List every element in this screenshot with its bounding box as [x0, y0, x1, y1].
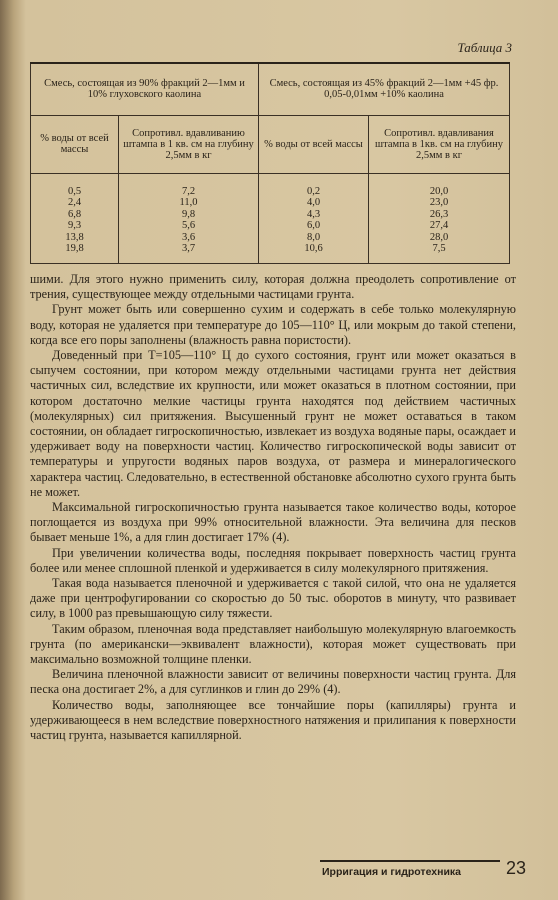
paragraph: шими. Для этого нужно применить силу, которая должна преодолеть сопротивление от трения, существующее между отдельными частицами грунта.: [30, 272, 516, 302]
body-text: [30, 272, 516, 743]
paragraph: Величина пленочной влажности зависит от величины поверхности частиц грунта. Для песка она достигает 2%, а для суглинков и глин до 29% (4).: [30, 667, 516, 697]
cell: 4,3: [306, 208, 321, 220]
cell: 5,6: [181, 220, 196, 231]
table-column-values-3: [259, 173, 369, 263]
col-header-water-1: % воды от всей массы: [31, 115, 119, 173]
cell: 7,2: [181, 185, 196, 197]
paragraph: Доведенный при T=105—110° Ц до сухого состояния, грунт или может оказаться в сыпучем состоянии, при котором между отдельными частицами грунта нет действия частичных сил, вследствие их крупности, или может оказаться в плотном состоянии, при котором достаточно мелкие частицы грунта находятся под действием частичных (молекулярных) сил притяжения. Высушенный грунт не может оставаться в таком состоянии, он обладает гигроскопичностью, извлекает из воздуха водяные пары, осаждает и удерживает воду на поверхности частиц. Количество гигроскопической воды зависит от температуры и упругости водяных паров воздуха, от размера и минералогического характера частиц. Следовательно, в естественной обстановке абсолютно сухого грунта быть не может.: [30, 348, 516, 499]
cell: 0,2: [306, 185, 321, 197]
table-caption: Таблица 3: [457, 40, 512, 55]
table-column-values-1: [31, 173, 119, 263]
table-group-header-2: Смесь, состоящая из 45% фракций 2—1мм +45 фр. 0,05-0,01мм +10% каолина: [259, 63, 510, 115]
cell: 23,0: [429, 197, 449, 208]
table-column-values-4: [369, 173, 510, 263]
cell: 4,0: [306, 197, 321, 208]
cell: 11,0: [179, 197, 198, 208]
cell: 9,8: [181, 208, 196, 220]
page-number: 23: [506, 858, 527, 878]
cell: 2,4: [67, 197, 82, 208]
cell: 19,8: [65, 243, 84, 254]
paragraph: Количество воды, заполняющее все тончайшие поры (капилляры) грунта и удерживающееся в нем вследствие поверхностного натяжения и прилипания к поверхности частиц грунта, называется капиллярной.: [30, 697, 516, 743]
paragraph: Такая вода называется пленочной и удерживается с такой силой, что она не удаляется даже при центрофугировании со скоростью до 50 тыс. оборотов в минуту, что развивает силу, в 1000 раз превышающую силу тяжести.: [30, 576, 516, 621]
data-table: [30, 62, 510, 264]
cell: 8,0: [306, 231, 321, 243]
cell: 27,4: [429, 220, 449, 231]
cell: 20,0: [429, 185, 449, 197]
col-header-resist-2: Сопротивл. вдавливания штампа в 1кв. см на глубину 2,5мм в кг: [369, 115, 510, 173]
paragraph: Таким образом, пленочная вода представляет наибольшую молекулярную влагоемкость грунта (по американски—эквивалент влажности), которая может существовать при максимально возможной толщине пленки.: [30, 621, 516, 667]
cell: 3,7: [181, 243, 196, 254]
paragraph: При увеличении количества воды, последняя покрывает поверхность частиц грунта более или менее сплошной пленкой и удерживается в силу молекулярного притяжения.: [30, 545, 516, 575]
paragraph: Грунт может быть или совершенно сухим и содержать в себе только молекулярную воду, которая не удаляется при температуре до 105—110° Ц, или мокрым до такой степени, когда все его поры заполнены (влажность равна пористости).: [30, 302, 516, 347]
table-group-header-1: Смесь, состоящая из 90% фракций 2—1мм и 10% глуховского каолина: [31, 63, 259, 115]
cell: 3,6: [181, 231, 196, 243]
cell: 10,6: [304, 243, 323, 254]
col-header-water-2: % воды от всей массы: [259, 115, 369, 173]
running-footer-title: Ирригация и гидротехника: [322, 866, 462, 878]
cell: 6,8: [67, 208, 82, 220]
cell: 7,5: [432, 243, 446, 254]
cell: 26,3: [429, 208, 449, 220]
footer-rule: [320, 860, 500, 862]
cell: 6,0: [306, 220, 321, 231]
paragraph: Максимальной гигроскопичностью грунта называется такое количество воды, которое поглощается из воздуха при 99% относительной влажности. Эта величина для песков бывает меньше 1%, а для глин достигает 17% (4).: [30, 500, 516, 545]
table-column-values-2: [119, 173, 259, 263]
cell: 0,5: [67, 185, 82, 197]
cell: 13,8: [65, 231, 84, 243]
col-header-resist-1: Сопротивл. вдавливанию штампа в 1 кв. см на глубину 2,5мм в кг: [119, 115, 259, 173]
cell: 28,0: [429, 231, 449, 243]
cell: 9,3: [67, 220, 82, 231]
